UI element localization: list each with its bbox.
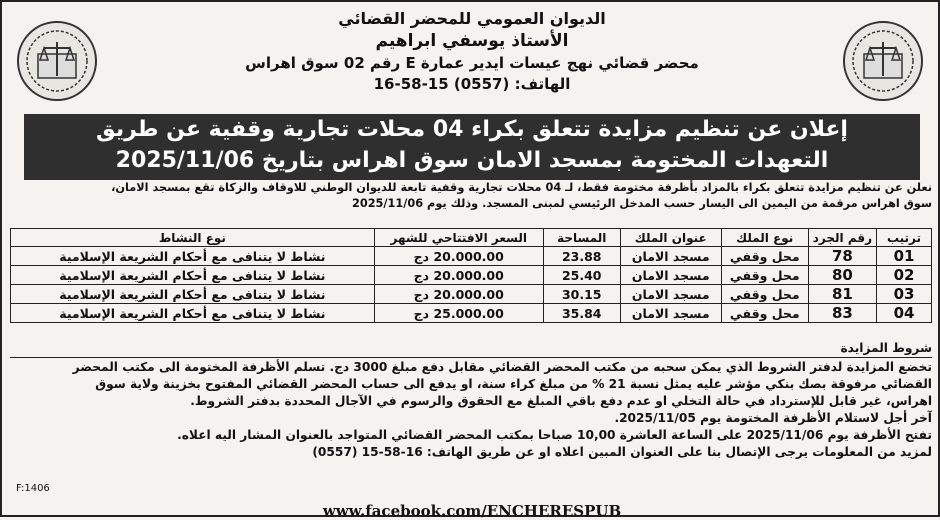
cell-order: 04 [877, 304, 932, 323]
table-row [11, 247, 932, 266]
cell-type: محل وقفي [721, 266, 808, 285]
office-phone [142, 74, 802, 94]
justice-seal-icon [16, 20, 98, 102]
cell-address: مسجد الامان [620, 266, 721, 285]
table-header-row [11, 229, 932, 247]
banner-line-2: التعهدات المختومة بمسجد الامان سوق اهراس بتاريخ 2025/11/06 [115, 148, 829, 173]
col-area: المساحة [543, 229, 620, 247]
cell-address: مسجد الامان [620, 285, 721, 304]
justice-seal-icon [842, 20, 924, 102]
cell-activity: نشاط لا يتنافى مع أحكام الشريعة الإسلامية [11, 285, 375, 304]
terms-line-6: لمزيد من المعلومات يرجى الإتصال بنا على العنوان المبين اعلاه او عن طريق الهاتف: 16-58-15 (0557) [312, 445, 932, 459]
cell-price: 20.000.00 دج [374, 266, 543, 285]
terms-title: شروط المزايدة [10, 340, 932, 358]
office-title: الديوان العمومي للمحضر القضائي [338, 9, 606, 28]
terms-line-5: تفتح الأظرفة يوم 2025/11/06 على الساعة العاشرة 10,00 صباحا بمكتب المحضر القضائي المتواجد بالعنوان المشار اليه اعلاه. [177, 428, 932, 442]
cell-price: 20.000.00 دج [374, 285, 543, 304]
cell-area: 25.40 [543, 266, 620, 285]
col-activity: نوع النشاط [11, 229, 375, 247]
cell-area: 30.15 [543, 285, 620, 304]
lots-table [10, 228, 932, 323]
cell-type: محل وقفي [721, 285, 808, 304]
cell-area: 35.84 [543, 304, 620, 323]
bailiff-name: الأستاذ يوسفي ابراهيم [375, 31, 569, 51]
cell-order: 01 [877, 247, 932, 266]
phone-number: 16-58-15 (0557) [373, 75, 510, 93]
col-price: السعر الافتتاحي للشهر [374, 229, 543, 247]
table-row [11, 304, 932, 323]
cell-inventory: 83 [808, 304, 876, 323]
terms-line-3: اهراس، غير قابل للإسترداد في حالة التخلي او عدم دفع باقي المبلغ مع الحقوق والرسوم في الآجال المحددة بدفتر الشروط. [190, 394, 932, 408]
intro-line-1: نعلن عن تنظيم مزايدة تتعلق بكراء بالمزاد بأظرفة مختومة فقط، لـ 04 محلات تجارية وقفية تابعة للديوان الوطني للاوقاف والزكاة تقع بمسجد الامان، [111, 181, 932, 194]
terms-line-2: القضائي مرفوقة بصك بنكي مؤشر عليه يمثل نسبة 21 % من مبلغ كراء سنة، او يدفع الى حساب المحضر القضائي المفتوح بخزينة ولاية سوق [95, 377, 932, 391]
cell-order: 02 [877, 266, 932, 285]
reference-code: F:1406 [16, 483, 50, 494]
terms-line-1: تخضع المزايدة لدفتر الشروط الذي يمكن سحبه من مكتب المحضر القضائي مقابل دفع مبلغ 3000 دج. تسلم الأظرفة المختومة الى مكتب المحضر [72, 360, 932, 374]
col-address: عنوان الملك [620, 229, 721, 247]
banner-line-1: إعلان عن تنظيم مزايدة تتعلق بكراء 04 محلات تجارية وقفية عن طريق [96, 117, 848, 142]
table-row [11, 266, 932, 285]
intro-line-2: سوق اهراس مرقمة من اليمين الى اليسار حسب المدخل الرئيسي لمبنى المسجد. وذلك يوم 2025/11/06 [351, 197, 932, 210]
cell-area: 23.88 [543, 247, 620, 266]
cell-inventory: 81 [808, 285, 876, 304]
announcement-banner [24, 114, 920, 180]
auction-terms [10, 340, 932, 461]
cell-activity: نشاط لا يتنافى مع أحكام الشريعة الإسلامية [11, 304, 375, 323]
cell-address: مسجد الامان [620, 247, 721, 266]
cell-address: مسجد الامان [620, 304, 721, 323]
cell-type: محل وقفي [721, 247, 808, 266]
table-row [11, 285, 932, 304]
facebook-link[interactable]: www.facebook.com/ENCHERESPUB [322, 502, 622, 520]
phone-label: الهاتف: [514, 75, 571, 93]
col-order: ترتيب [877, 229, 932, 247]
cell-type: محل وقفي [721, 304, 808, 323]
col-type: نوع الملك [721, 229, 808, 247]
cell-activity: نشاط لا يتنافى مع أحكام الشريعة الإسلامية [11, 266, 375, 285]
col-inventory: رقم الجرد [808, 229, 876, 247]
cell-price: 25.000.00 دج [374, 304, 543, 323]
terms-line-4: آخر أجل لاستلام الأظرفة المختومة يوم 2025/11/05. [614, 411, 932, 425]
cell-inventory: 78 [808, 247, 876, 266]
cell-inventory: 80 [808, 266, 876, 285]
office-address: محضر قضائي نهج عيسات ايدير عمارة E رقم 02 سوق اهراس [245, 54, 699, 72]
cell-activity: نشاط لا يتنافى مع أحكام الشريعة الإسلامية [11, 247, 375, 266]
office-header [142, 8, 802, 94]
cell-price: 20.000.00 دج [374, 247, 543, 266]
cell-order: 03 [877, 285, 932, 304]
intro-paragraph [10, 180, 932, 212]
